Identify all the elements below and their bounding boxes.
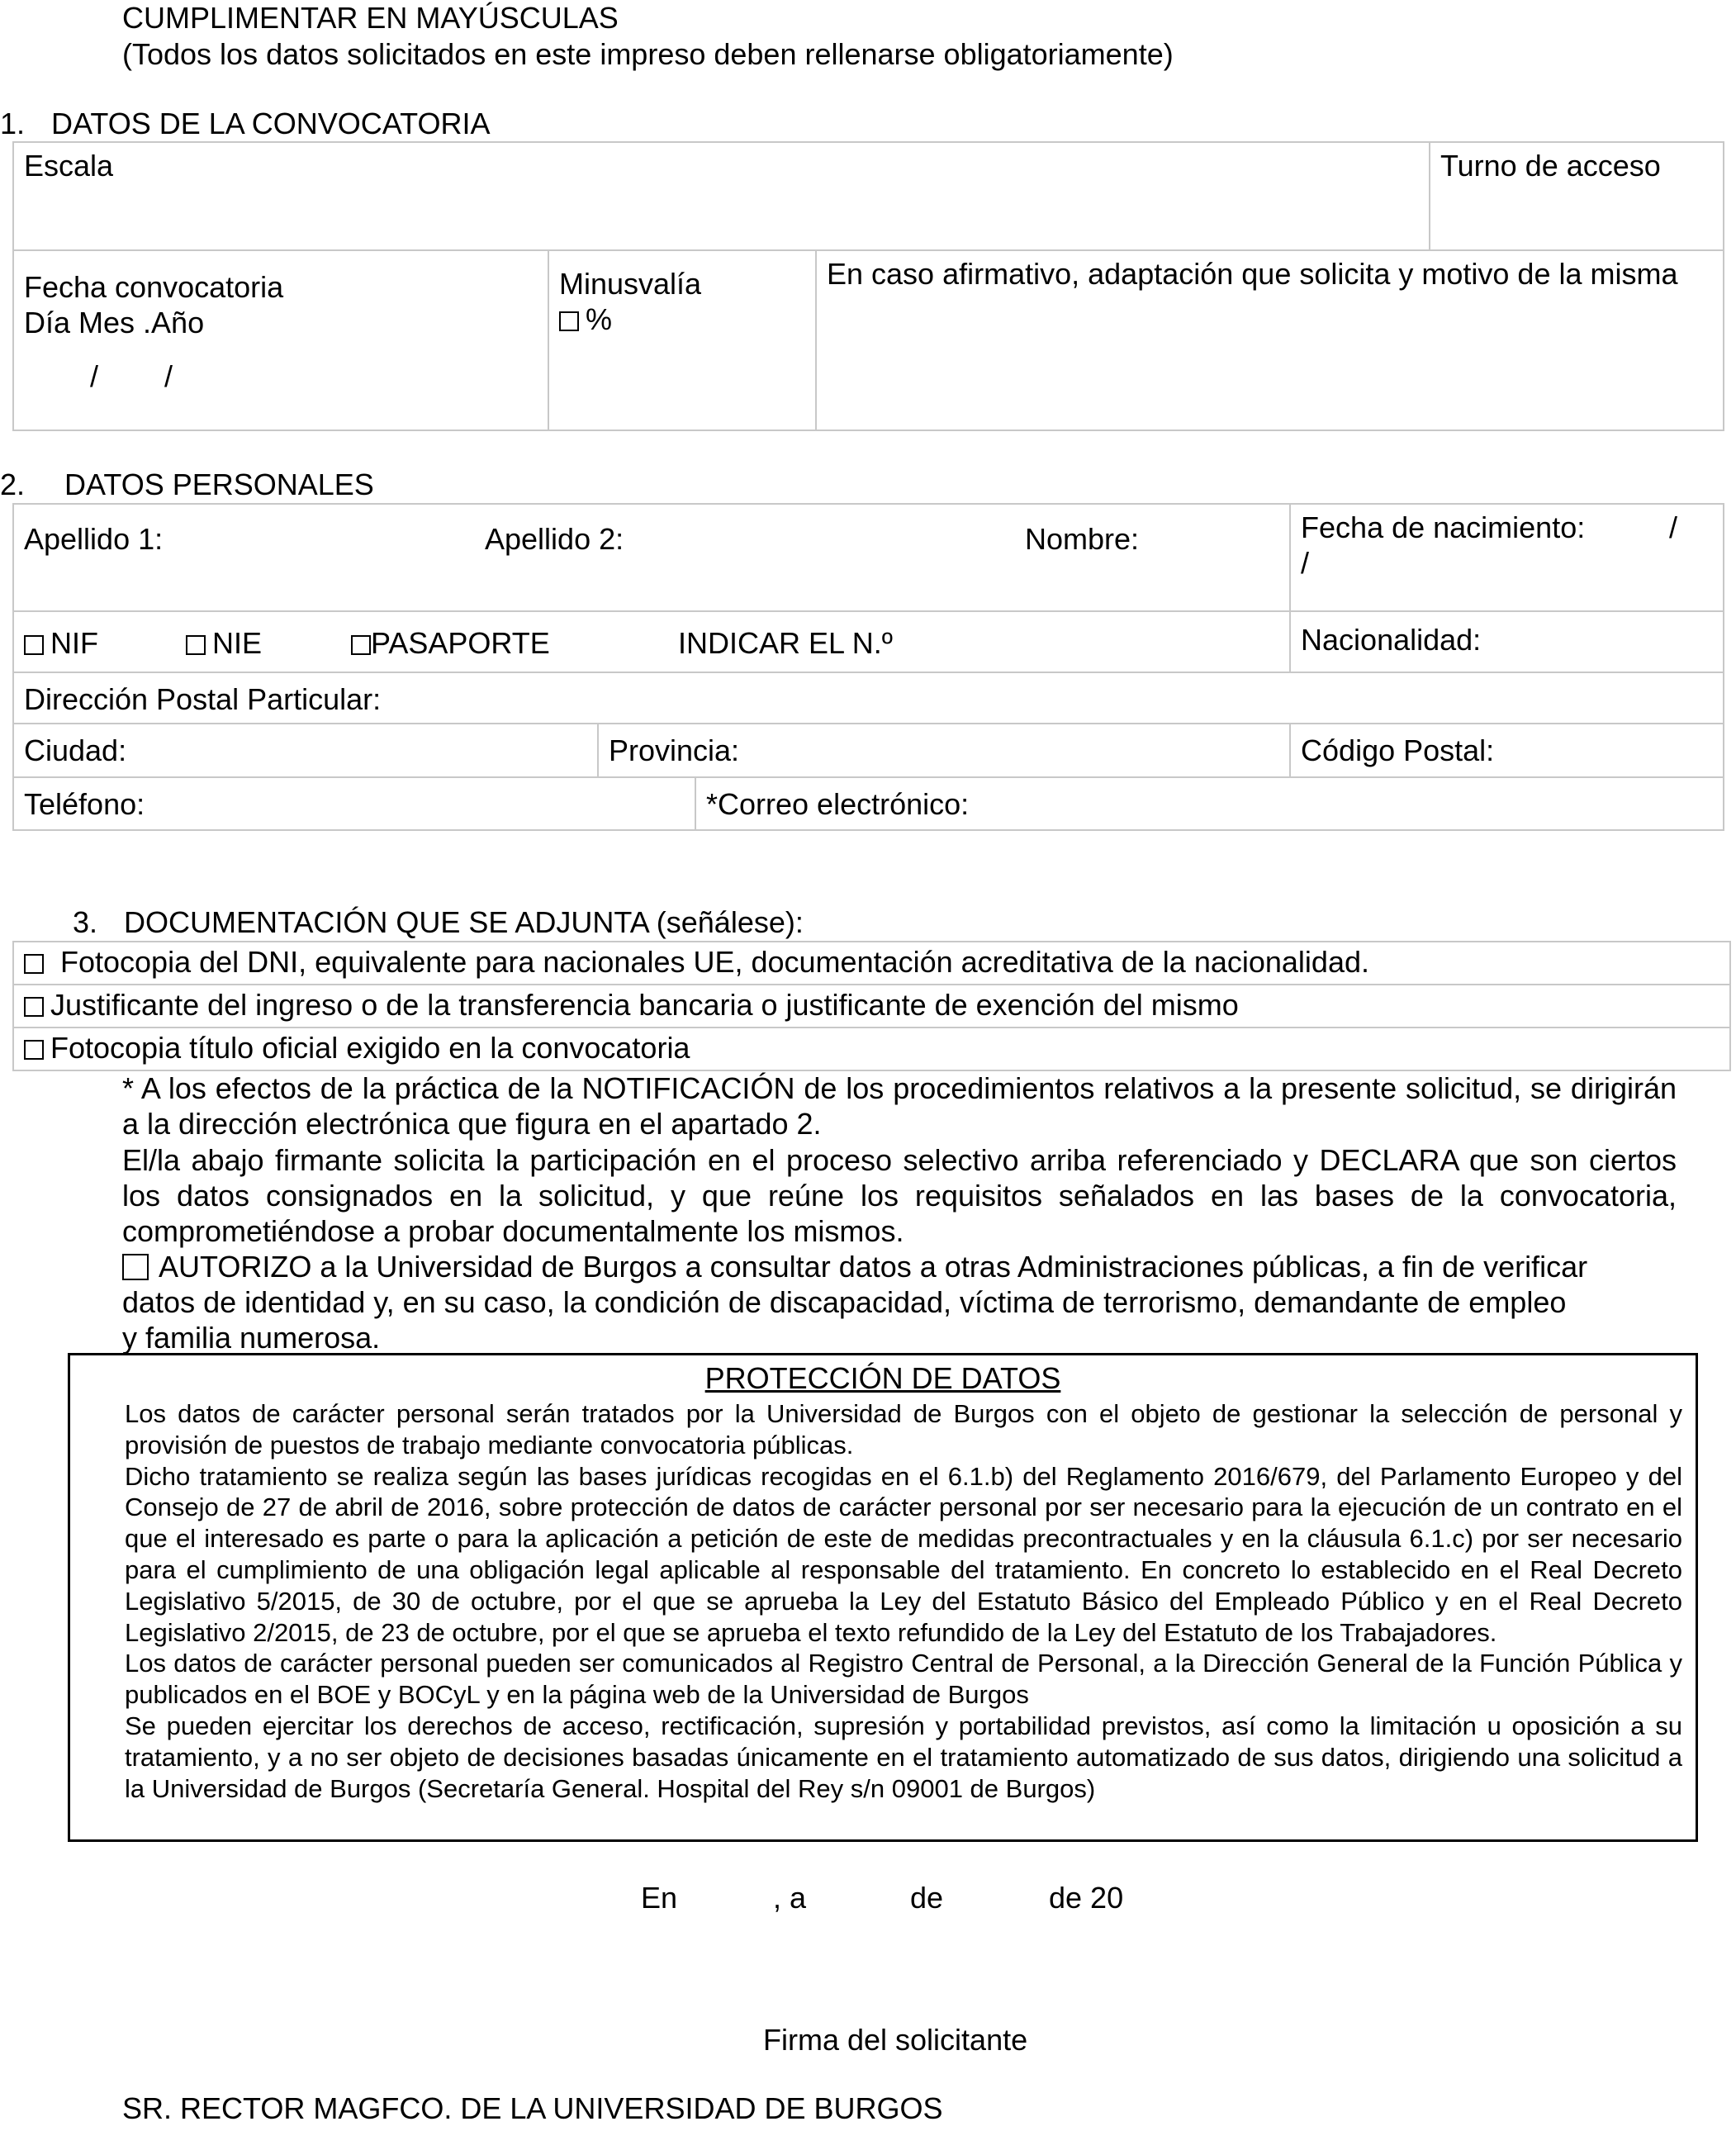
lugar-fecha-de: de [910, 1881, 944, 1915]
autorizo-text-line: datos de identidad y, en su caso, la condición de discapacidad, víctima de terrorismo, demandante de empleo [122, 1285, 1567, 1319]
provincia-label: Provincia: [609, 733, 740, 767]
nombre-label[interactable]: Nombre: [1025, 522, 1140, 556]
nie-checkbox[interactable] [186, 635, 206, 655]
destinatario: SR. RECTOR MAGFCO. DE LA UNIVERSIDAD DE BURGOS [122, 2091, 943, 2125]
adaptacion-field[interactable] [816, 250, 1724, 430]
lugar-fecha-en: En [641, 1881, 678, 1915]
indicar-numero-label: INDICAR EL N.º [678, 626, 893, 660]
direccion-field[interactable] [13, 672, 1724, 724]
proteccion-datos-body [125, 1398, 1682, 1804]
adaptacion-label: En caso afirmativo, adaptación que solicita y motivo de la misma [827, 257, 1678, 291]
firma-label: Firma del solicitante [763, 2023, 1028, 2057]
documento-item[interactable] [13, 985, 1730, 1028]
apellido1-label[interactable]: Apellido 1: [24, 522, 164, 556]
autorizo-line [122, 1249, 1587, 1284]
codigo-postal-field[interactable] [1290, 724, 1724, 777]
section-number: 3. [73, 905, 98, 939]
telefono-field[interactable] [13, 777, 695, 830]
minusvalia-label: Minusvalía [559, 267, 702, 301]
proteccion-paragraph: Los datos de carácter personal serán tratados por la Universidad de Burgos con el objeto de gestionar la selección de personal y provisión de puestos de trabajo mediante convocatoria públicas. [125, 1399, 1682, 1459]
lugar-fecha-de-anio: de 20 [1049, 1881, 1124, 1915]
nif-checkbox[interactable] [24, 635, 44, 655]
nacionalidad-label: Nacionalidad: [1301, 623, 1482, 657]
nie-option[interactable] [186, 625, 262, 661]
fecha-nacimiento-field[interactable] [1290, 504, 1724, 611]
autorizo-text-line: y familia numerosa. [122, 1321, 381, 1355]
section-number: 1. [0, 107, 26, 140]
documento-label: Fotocopia título oficial exigido en la convocatoria [50, 1031, 690, 1065]
codigo-postal-label: Código Postal: [1301, 733, 1495, 767]
datos-personales-table [12, 503, 1724, 831]
documentacion-table [12, 941, 1731, 1071]
minusvalia-field [548, 250, 816, 430]
documento-checkbox[interactable] [24, 1040, 44, 1060]
proteccion-datos-box [68, 1353, 1698, 1842]
proteccion-paragraph: Los datos de carácter personal pueden ser comunicados al Registro Central de Personal, a la Dirección General de la Función Pública y publicados en el BOE y BOCyL y en la página web de la Universidad de Burgos [125, 1649, 1682, 1710]
documento-checkbox[interactable] [24, 997, 44, 1017]
fecha-convocatoria-field[interactable] [13, 250, 548, 430]
telefono-label: Teléfono: [24, 787, 145, 821]
provincia-field[interactable] [598, 724, 1290, 777]
form-instruction: CUMPLIMENTAR EN MAYÚSCULAS [122, 1, 619, 35]
minusvalia-percent: % [586, 302, 613, 336]
ciudad-label: Ciudad: [24, 733, 127, 767]
turno-acceso-field[interactable] [1430, 142, 1724, 250]
section-title: DATOS DE LA CONVOCATORIA [51, 107, 491, 140]
documento-checkbox[interactable] [24, 954, 44, 974]
section-3-heading [73, 904, 804, 940]
correo-field[interactable] [695, 777, 1724, 830]
section-title: DATOS PERSONALES [64, 467, 374, 501]
ciudad-field[interactable] [13, 724, 598, 777]
declaracion-text: El/la abajo firmante solicita la participación en el proceso selectivo arriba referenciado y DECLARA que son ciertos los datos consignados en la solicitud, y que reúne los requisitos señalados en las bases de la convocatoria, comprometiéndose a probar documentalmente los mismos. [122, 1143, 1677, 1248]
nombre-row [13, 504, 1290, 611]
autorizo-text: AUTORIZO a la Universidad de Burgos a consultar datos a otras Administraciones públicas, a fin de verificar [159, 1250, 1588, 1284]
form-instruction-note: (Todos los datos solicitados en este impreso deben rellenarse obligatoriamente) [122, 37, 1174, 71]
fecha-convocatoria-label: Fecha convocatoria [24, 270, 284, 304]
nif-label: NIF [50, 626, 98, 660]
lugar-fecha-a: , a [773, 1881, 807, 1915]
documento-label: Fotocopia del DNI, equivalente para nacionales UE, documentación acreditativa de la nacionalidad. [60, 945, 1369, 979]
fecha-nacimiento-label: Fecha de nacimiento: [1301, 510, 1586, 544]
convocatoria-table [12, 141, 1724, 431]
documento-item[interactable] [13, 942, 1730, 985]
fecha-nacimiento-slash: / [1301, 546, 1310, 580]
proteccion-paragraph: Dicho tratamiento se realiza según las bases jurídicas recogidas en el 6.1.b) del Reglamento 2016/679, del Parlamento Europeo y del Consejo de 27 de abril de 2016, sobre protección de datos de carácter personal por ser necesario para la ejecución de un contrato en el que el interesado es parte o para la aplicación a petición de este de medidas precontractuales y en la cláusula 6.1.c) por ser necesario para el cumplimiento de una obligación legal aplicable al responsable del tratamiento. En concreto lo establecido en el Real Decreto Legislativo 5/2015, de 30 de octubre, por el que se aprueba la Ley del Estatuto Básico del Empleado Público y en el Real Decreto Legislativo 2/2015, de 23 de octubre, por el que se aprueba el texto refundido de la Ley del Estatuto de los Trabajadores. [125, 1461, 1682, 1647]
section-2-heading [0, 467, 374, 502]
fecha-convocatoria-format: Día Mes .Año [24, 306, 205, 339]
section-number: 2. [0, 467, 26, 501]
apellido2-label[interactable]: Apellido 2: [485, 522, 624, 556]
escala-label: Escala [24, 149, 114, 183]
fecha-nacimiento-slash: / [1669, 510, 1678, 544]
correo-label: *Correo electrónico: [706, 787, 970, 821]
documento-label: Justificante del ingreso o de la transferencia bancaria o justificante de exención del mismo [50, 988, 1239, 1022]
nacionalidad-field[interactable] [1290, 611, 1724, 672]
pasaporte-option[interactable] [351, 625, 550, 661]
notificacion-note: * A los efectos de la práctica de la NOTIFICACIÓN de los procedimientos relativos a la presente solicitud, se dirigirán a la dirección electrónica que figura en el apartado 2. [122, 1071, 1677, 1141]
escala-field[interactable] [13, 142, 1430, 250]
documento-item[interactable] [13, 1028, 1730, 1070]
fecha-convocatoria-slashes: / / [90, 359, 173, 393]
section-title: DOCUMENTACIÓN QUE SE ADJUNTA (señálese): [124, 905, 804, 939]
proteccion-datos-title: PROTECCIÓN DE DATOS [704, 1361, 1061, 1395]
nif-option[interactable] [24, 625, 98, 661]
minusvalia-checkbox[interactable] [559, 311, 579, 331]
pasaporte-checkbox[interactable] [351, 635, 371, 655]
autorizo-checkbox[interactable] [122, 1254, 149, 1280]
nie-label: NIE [212, 626, 263, 660]
documento-row [13, 611, 1290, 672]
section-1-heading [0, 106, 491, 141]
pasaporte-label: PASAPORTE [371, 626, 550, 660]
proteccion-paragraph: Se pueden ejercitar los derechos de acceso, rectificación, supresión y portabilidad previstos, así como la limitación u oposición a su tratamiento, y a no ser objeto de decisiones basadas únicamente en el tratamiento automatizado de sus datos, dirigiendo una solicitud a la Universidad de Burgos (Secretaría General. Hospital del Rey s/n 09001 de Burgos) [125, 1711, 1682, 1803]
direccion-label: Dirección Postal Particular: [24, 682, 382, 716]
turno-acceso-label: Turno de acceso [1440, 149, 1661, 183]
